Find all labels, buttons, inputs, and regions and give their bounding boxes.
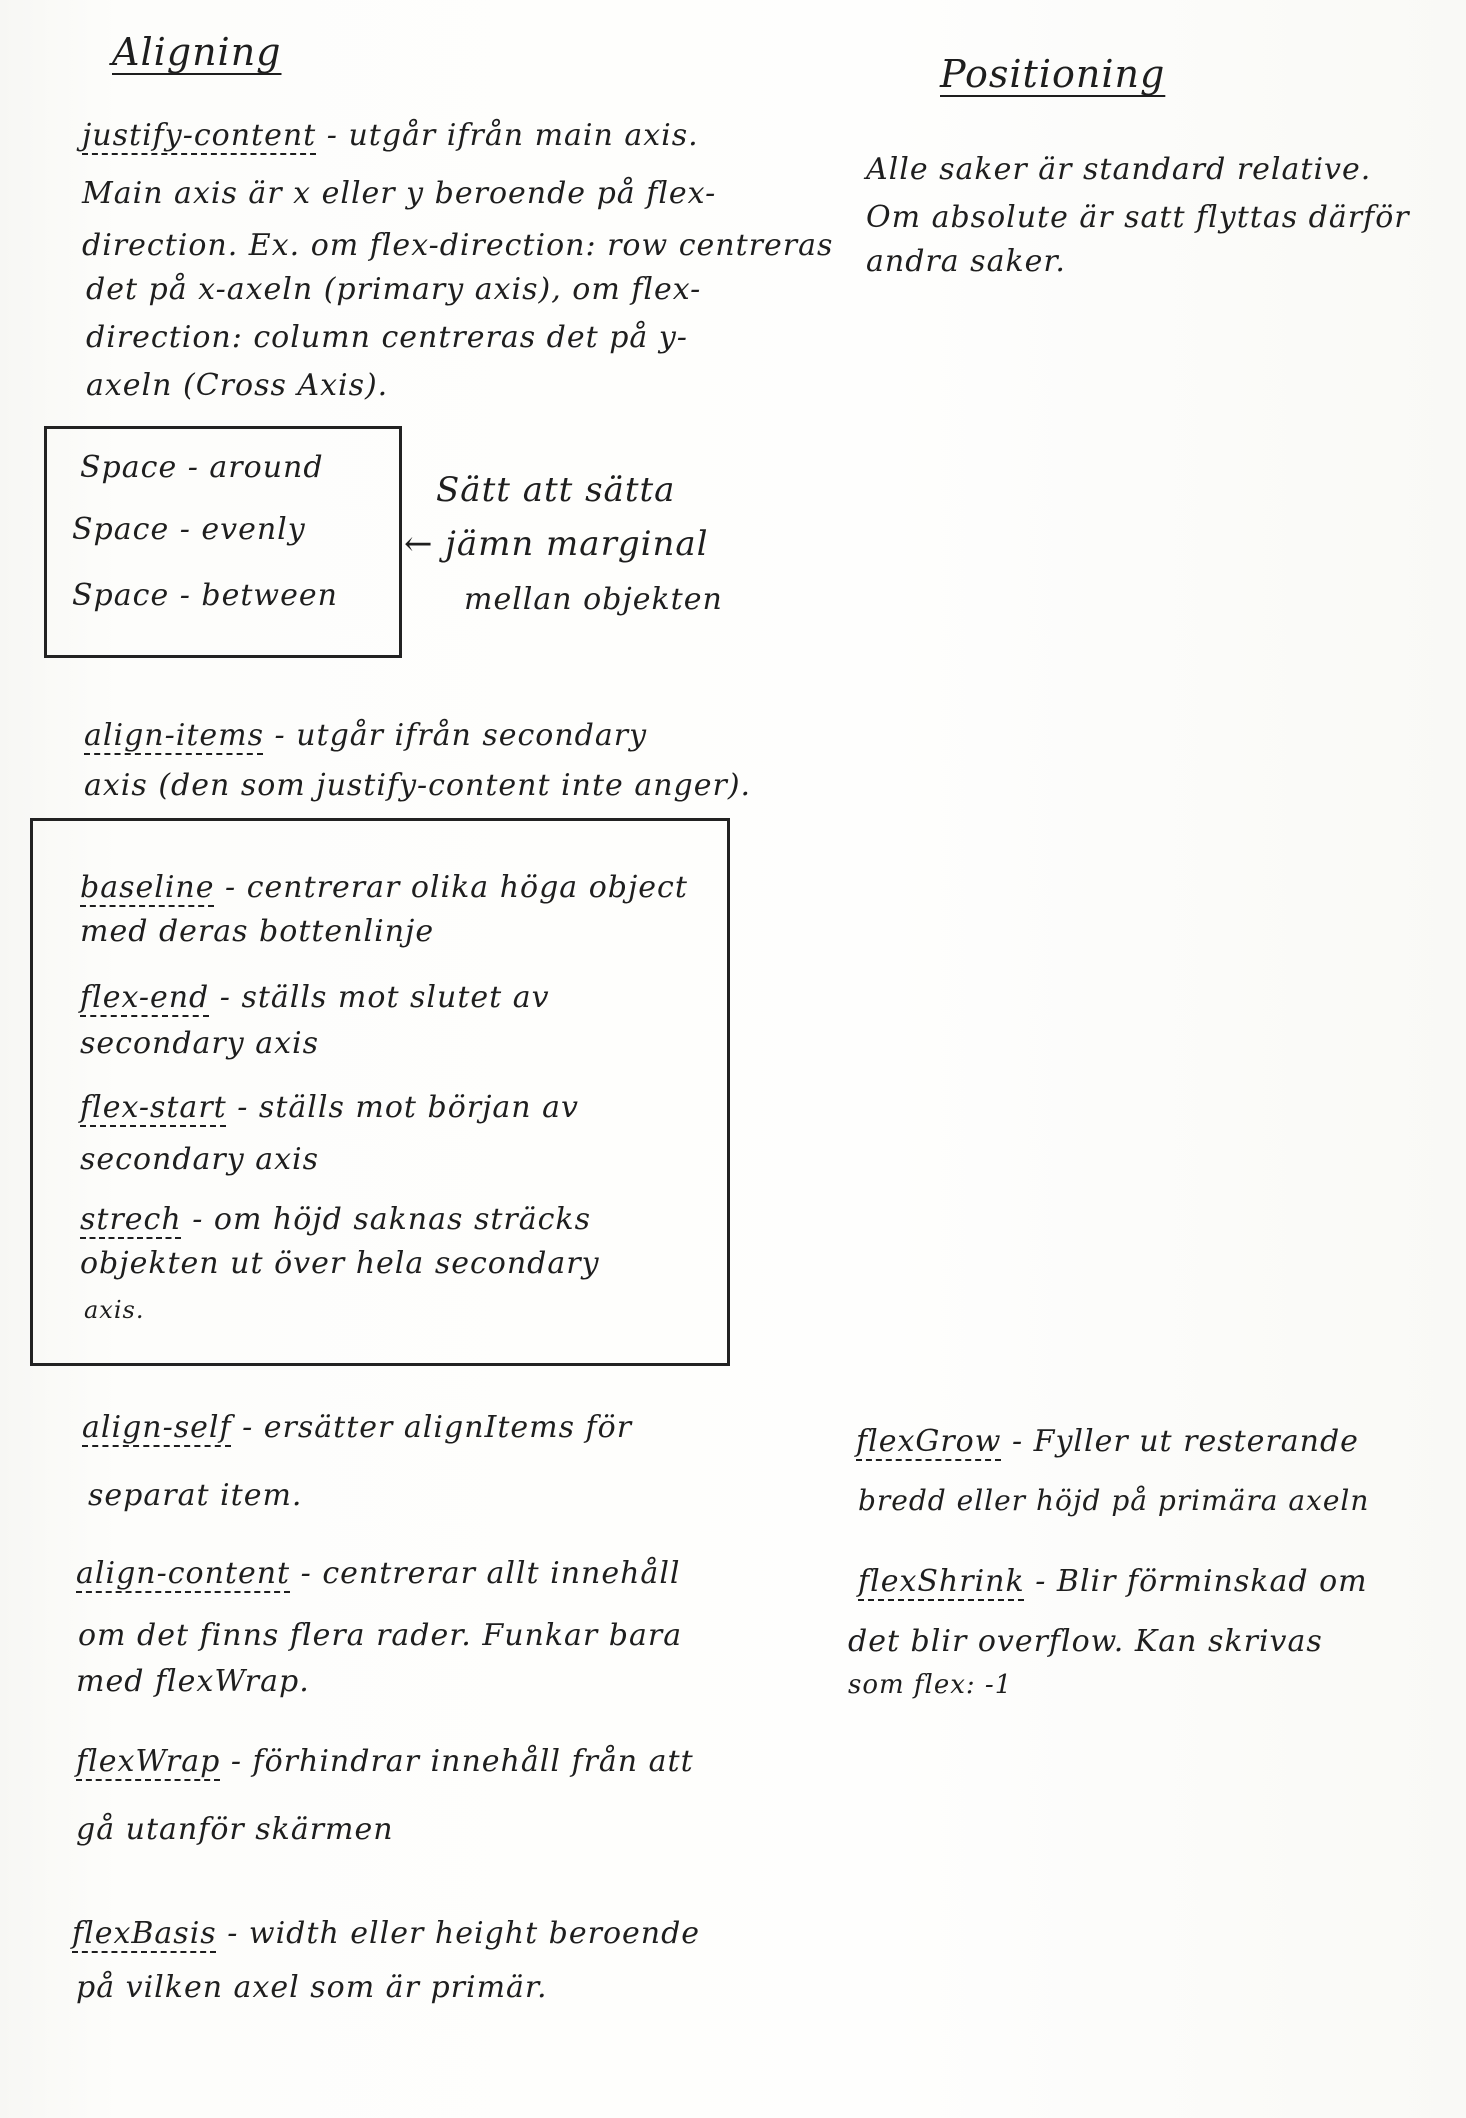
flex-end-term: flex-end: [80, 980, 210, 1015]
flex-wrap-line-2: gå utanför skärmen: [76, 1812, 394, 1847]
flex-end-line-1: flex-end - ställs mot slutet av: [80, 980, 550, 1015]
positioning-line-2: Om absolute är satt flyttas därför: [866, 200, 1410, 235]
justify-content-line-1: justify-content - utgår ifrån main axis.: [82, 118, 699, 153]
flex-end-line-2: secondary axis: [80, 1026, 320, 1061]
flex-basis-line-2: på vilken axel som är primär.: [76, 1970, 548, 2005]
justify-content-line-2: Main axis är x eller y beroende på flex-: [82, 176, 717, 211]
justify-content-term: justify-content: [82, 118, 317, 153]
flex-shrink-line-2: det blir overflow. Kan skrivas: [848, 1624, 1323, 1659]
aligning-heading: Aligning: [112, 30, 282, 74]
strech-line-3: axis.: [84, 1296, 145, 1324]
strech-line-2: objekten ut över hela secondary: [80, 1246, 600, 1281]
space-evenly-item: Space - evenly: [72, 512, 306, 547]
space-between-item: Space - between: [72, 578, 338, 613]
flex-shrink-term: flexShrink: [858, 1564, 1025, 1599]
baseline-term: baseline: [80, 870, 215, 905]
justify-content-line-4: det på x-axeln (primary axis), om flex-: [86, 272, 702, 307]
align-items-line-1: align-items - utgår ifrån secondary: [84, 718, 648, 753]
flex-basis-line-1: flexBasis - width eller height beroende: [72, 1916, 701, 1951]
flex-basis-term: flexBasis: [72, 1916, 217, 1951]
align-content-line-1: align-content - centrerar allt innehåll: [76, 1556, 681, 1591]
flex-start-line-1: flex-start - ställs mot början av: [80, 1090, 579, 1125]
flex-start-term: flex-start: [80, 1090, 227, 1125]
space-around-item: Space - around: [80, 450, 324, 485]
align-items-line-2: axis (den som justify-content inte anger).: [84, 768, 752, 803]
align-self-line-2: separat item.: [88, 1478, 303, 1513]
flex-grow-line-1: flexGrow - Fyller ut resterande: [856, 1424, 1359, 1459]
justify-content-line-6: axeln (Cross Axis).: [86, 368, 389, 403]
align-items-term: align-items: [84, 718, 264, 753]
flex-shrink-line-1: flexShrink - Blir förminskad om: [858, 1564, 1368, 1599]
space-note-line-1: Sätt att sätta: [436, 470, 676, 510]
space-note-line-2: ← jämn marginal: [404, 524, 709, 564]
positioning-heading: Positioning: [940, 52, 1166, 96]
align-content-line-3: med flexWrap.: [76, 1664, 310, 1699]
align-content-line-2: om det finns flera rader. Funkar bara: [78, 1618, 683, 1653]
flex-wrap-line-1: flexWrap - förhindrar innehåll från att: [76, 1744, 694, 1779]
align-content-term: align-content: [76, 1556, 291, 1591]
strech-term: strech: [80, 1202, 182, 1237]
flex-shrink-line-3: som flex: -1: [848, 1670, 1013, 1700]
positioning-line-3: andra saker.: [866, 244, 1066, 279]
strech-line-1: strech - om höjd saknas sträcks: [80, 1202, 592, 1237]
space-note-line-3: mellan objekten: [464, 582, 723, 617]
flex-grow-term: flexGrow: [856, 1424, 1002, 1459]
justify-content-line-3: direction. Ex. om flex-direction: row centreras: [82, 228, 834, 263]
align-self-line-1: align-self - ersätter alignItems för: [82, 1410, 633, 1445]
baseline-line-1: baseline - centrerar olika höga object: [80, 870, 688, 905]
positioning-line-1: Alle saker är standard relative.: [866, 152, 1372, 187]
align-self-term: align-self: [82, 1410, 232, 1445]
flex-wrap-term: flexWrap: [76, 1744, 221, 1779]
flex-grow-line-2: bredd eller höjd på primära axeln: [858, 1484, 1370, 1517]
justify-content-line-5: direction: column centreras det på y-: [86, 320, 688, 355]
baseline-line-2: med deras bottenlinje: [80, 914, 435, 949]
flex-start-line-2: secondary axis: [80, 1142, 320, 1177]
